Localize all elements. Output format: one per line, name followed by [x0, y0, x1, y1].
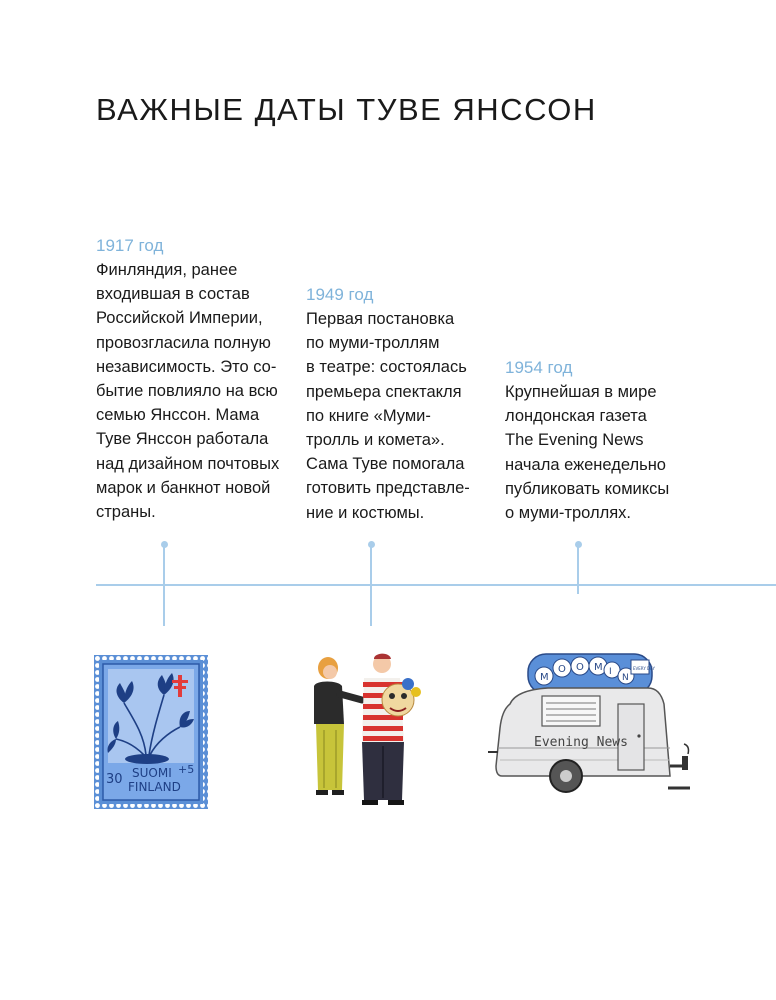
text-line: по муми-троллям [306, 334, 440, 353]
text-line: лондонская газета [505, 407, 647, 426]
sign-letter: O [576, 662, 584, 673]
sign-badge: EVERY DAY [633, 666, 655, 671]
text-line: Первая постановка [306, 310, 455, 328]
stamp-illustration [94, 655, 208, 809]
event-text [505, 380, 705, 525]
text-line: готовить представле- [306, 479, 470, 498]
text-line: провозгласила полную [96, 333, 271, 352]
stamp-country-top: SUOMI [132, 766, 172, 780]
event-year: 1949 год [306, 285, 374, 304]
text-line: входившая в состав [96, 285, 250, 304]
text-line: Российской Империи, [96, 309, 263, 328]
sign-letter: M [594, 662, 603, 673]
text-line: бытие повлияло на всю [96, 382, 278, 401]
timeline-tick-1949 [370, 546, 372, 626]
timeline-dot-1954 [575, 541, 582, 548]
caravan-side-text: Evening News [534, 735, 628, 750]
event-year: 1954 год [505, 358, 573, 377]
stamp-country-bottom: FINLAND [128, 780, 181, 794]
text-line: независимость. Это со- [96, 357, 277, 376]
stamp-value-right: +5 [178, 763, 195, 776]
timeline-axis [96, 584, 776, 586]
text-line: начала еженедельно [505, 455, 666, 474]
text-line: Туве Янссон работала [96, 430, 269, 449]
timeline-tick-1917 [163, 546, 165, 626]
text-line: тролль и комета». [306, 431, 445, 450]
text-line: премьера спектакля [306, 382, 462, 401]
event-1917 [96, 234, 296, 524]
text-line: в театре: состоялась [306, 358, 467, 377]
event-1949 [306, 283, 506, 525]
text-line: Крупнейшая в мире [505, 383, 657, 401]
text-line: по книге «Муми- [306, 406, 431, 425]
event-text [96, 258, 296, 524]
text-line: публиковать комиксы [505, 479, 670, 498]
text-line: о муми-троллях. [505, 504, 631, 523]
sign-letter: M [540, 672, 549, 683]
stamp-value-left: 30 [106, 772, 123, 787]
text-line: Сама Туве помогала [306, 455, 465, 474]
theatre-illustration [300, 650, 440, 810]
text-line: The Evening News [505, 431, 644, 450]
sign-letter: N [622, 673, 629, 683]
text-line: ние и костюмы. [306, 503, 425, 522]
text-line: страны. [96, 503, 156, 522]
event-1954 [505, 356, 705, 525]
event-text [306, 307, 506, 525]
text-line: семью Янссон. Мама [96, 406, 260, 425]
text-line: марок и банкнот новой [96, 478, 271, 497]
event-year: 1917 год [96, 236, 164, 255]
page-title: ВАЖНЫЕ ДАТЫ ТУВЕ ЯНССОН [96, 92, 597, 127]
timeline-dot-1917 [161, 541, 168, 548]
text-line: над дизайном почтовых [96, 454, 280, 473]
sign-letter: I [609, 667, 612, 677]
timeline-tick-1954 [577, 546, 579, 594]
timeline-dot-1949 [368, 541, 375, 548]
sign-letter: O [558, 664, 566, 675]
text-line: Финляндия, ранее [96, 261, 238, 279]
caravan-illustration [488, 648, 694, 808]
